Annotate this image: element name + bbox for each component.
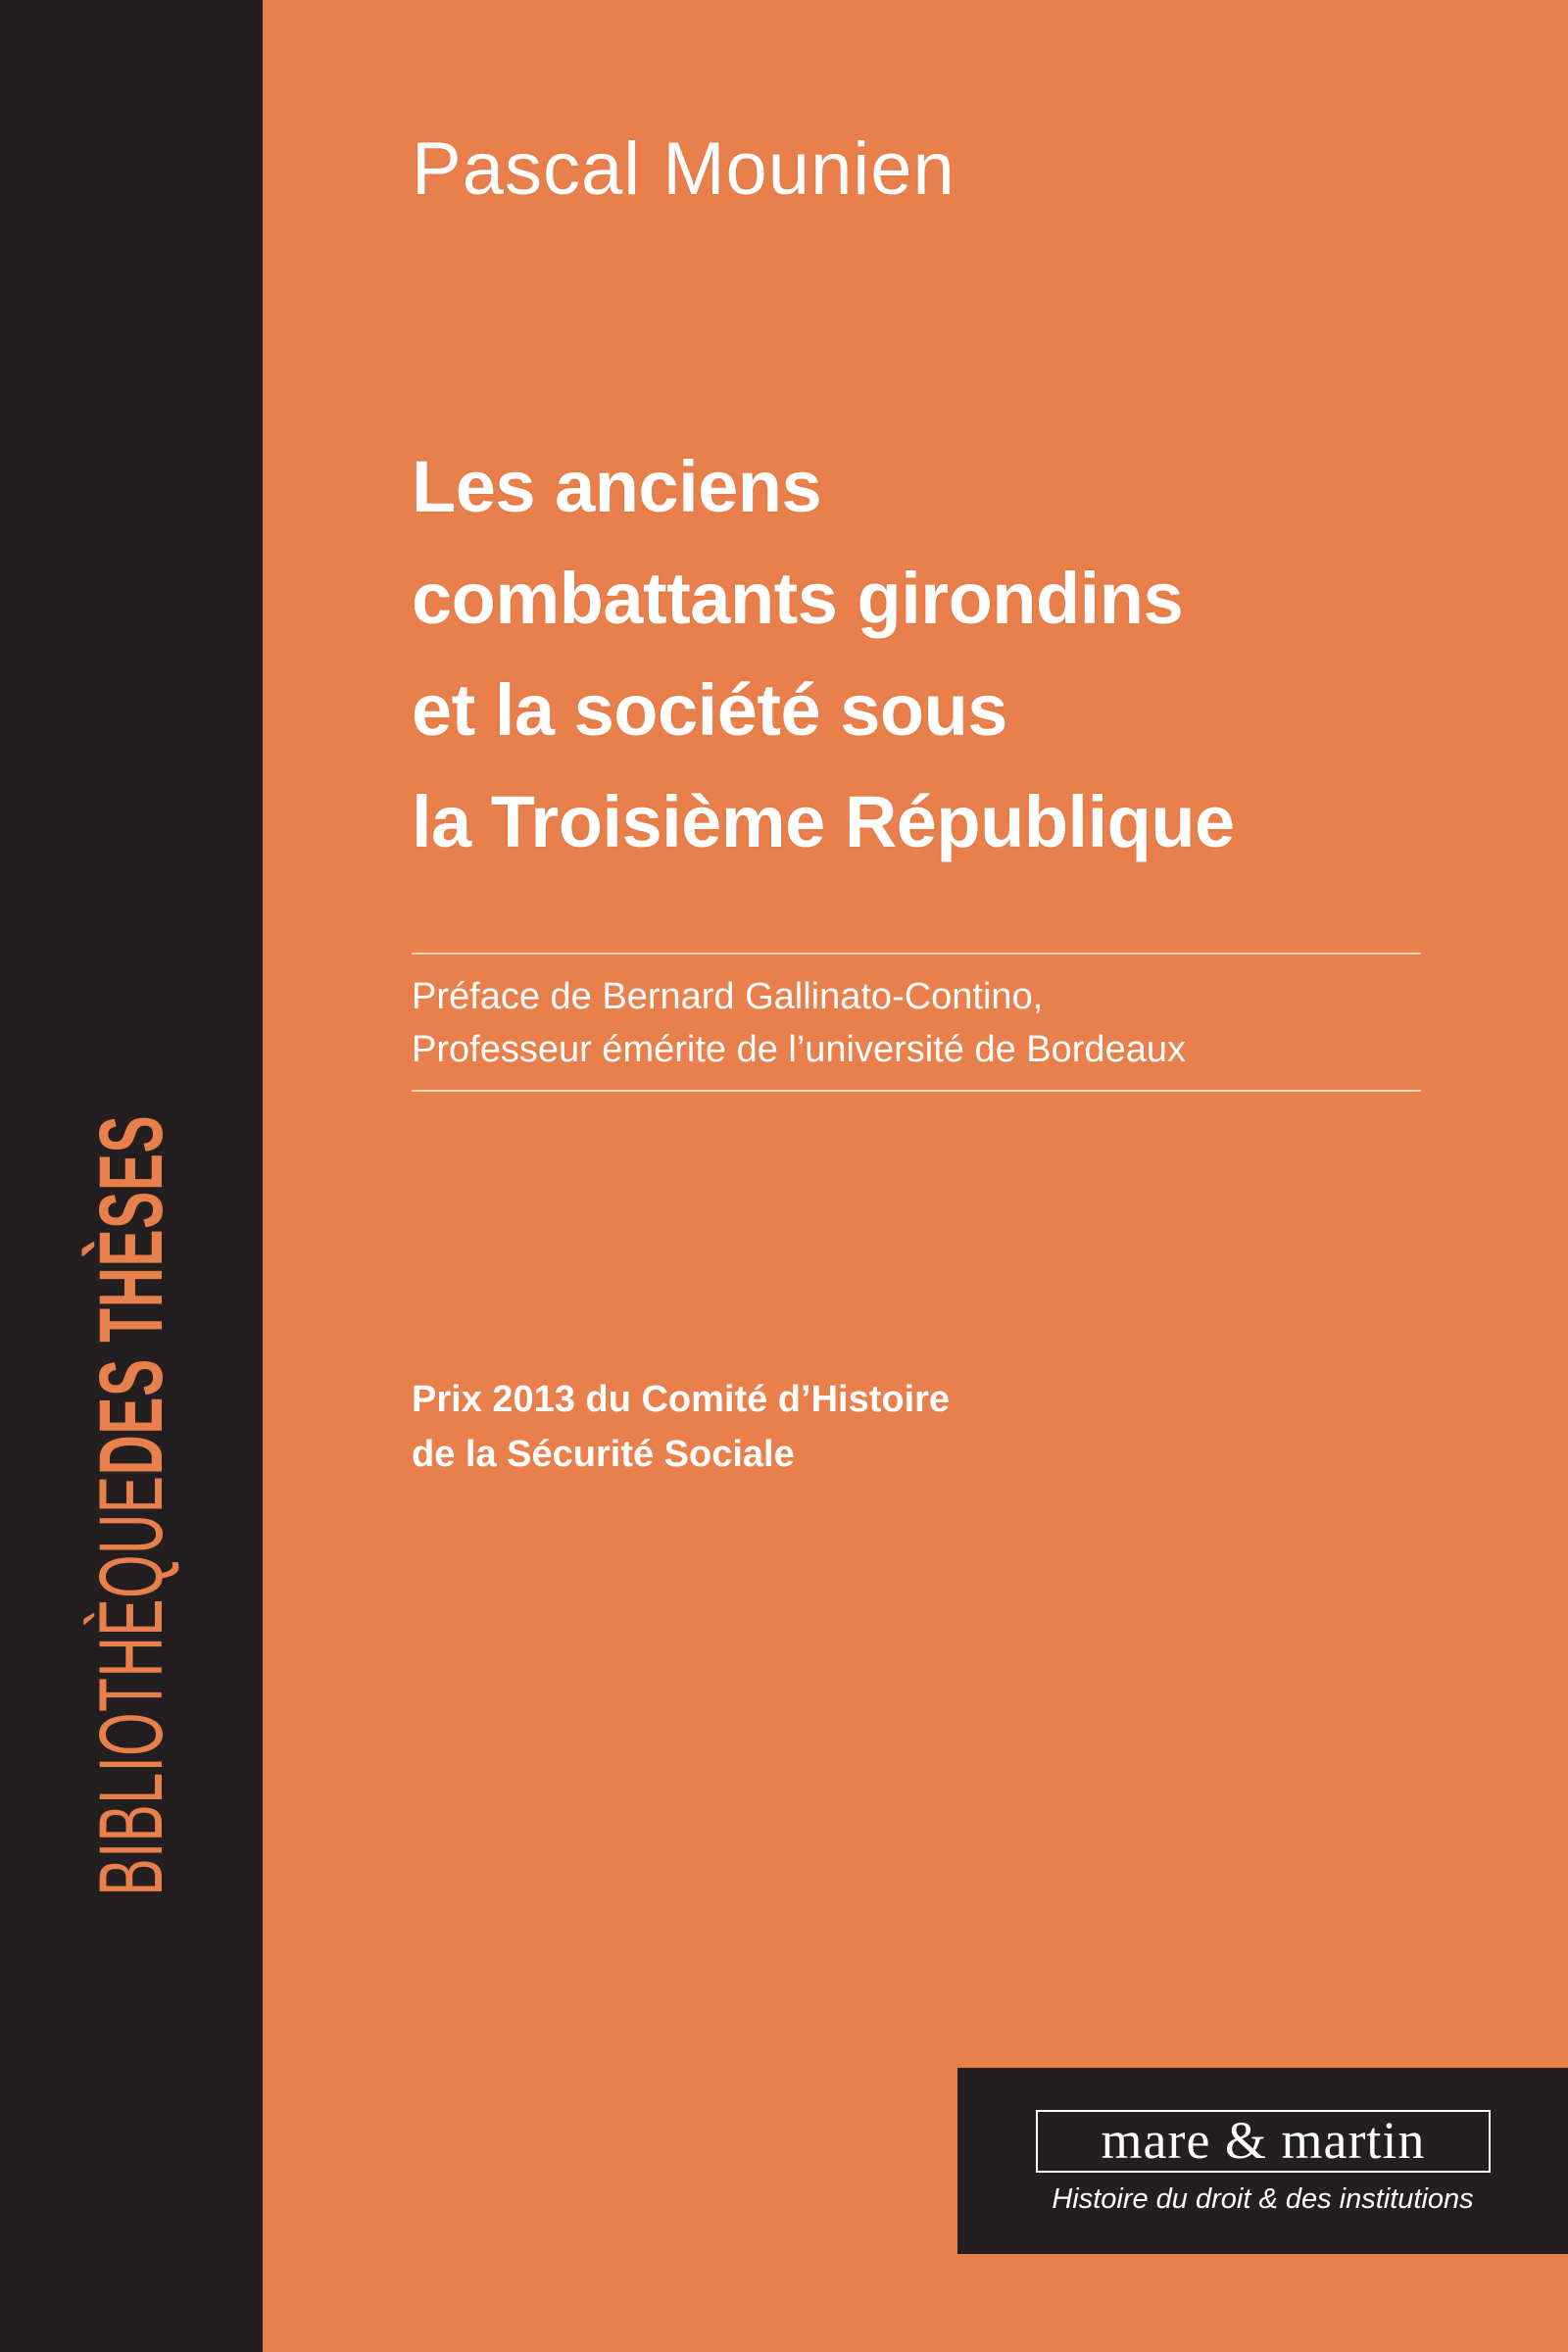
publisher-logo [957, 2068, 1568, 2254]
prize-line: Prix 2013 du Comité d’Histoire [412, 1379, 951, 1420]
publisher-name: mare & martin [1036, 2110, 1491, 2173]
series-band [0, 0, 263, 2352]
book-title [412, 431, 1509, 878]
publisher-tagline: Histoire du droit & des institutions [1052, 2183, 1474, 2215]
title-line: Les anciens [412, 446, 822, 527]
series-title [81, 895, 181, 2154]
series-title-light: BIBLIOTHÈQUE [81, 1475, 181, 1896]
author-name: Pascal Mounien [412, 127, 956, 211]
series-title-bold: DES THÈSES [81, 1114, 181, 1476]
prize-note [412, 1372, 1490, 1482]
prize-line: de la Sécurité Sociale [412, 1434, 795, 1475]
preface [412, 970, 1490, 1076]
preface-line: Préface de Bernard Gallinato-Contino, [412, 976, 1044, 1017]
divider-bottom [412, 1090, 1421, 1092]
preface-line: Professeur émérite de l’université de Bordeaux [412, 1029, 1186, 1070]
title-line: combattants girondins [412, 558, 1184, 639]
title-line: la Troisième République [412, 781, 1235, 862]
title-line: et la société sous [412, 669, 1007, 751]
divider-top [412, 953, 1421, 955]
